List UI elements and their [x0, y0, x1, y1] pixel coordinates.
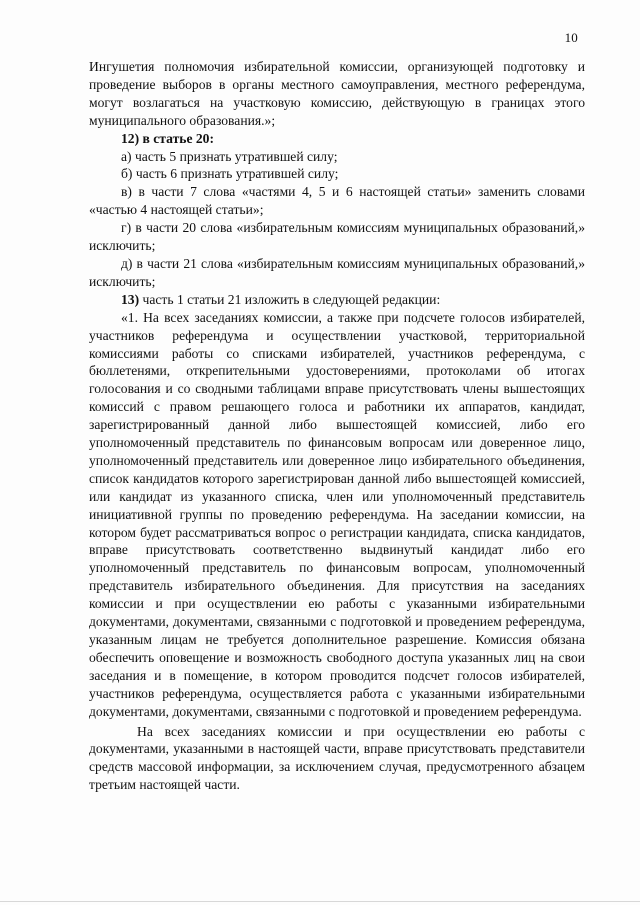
paragraph-item-13: [89, 291, 585, 309]
paragraph-item-d: д) в части 21 слова «избирательным комиссиям муниципальных образований,» исключить;: [89, 255, 585, 289]
paragraph-article-21-part-1: «1. На всех заседаниях комиссии, а также при подсчете голосов избирателей, участников референдума и осуществлении участковой, территориальной комиссиями работы со списками избирателей, участников референдума, с бюллетенями, открепительными удостоверениями, протоколами об итогах голосования и со сводными таблицами вправе присутствовать члены вышестоящих комиссий с правом решающего голоса и работники их аппаратов, кандидат, зарегистрированный данной либо вышестоящей комиссией, либо его уполномоченный представитель по финансовым вопросам или доверенное лицо, уполномоченный представитель или доверенное лицо избирательного объединения, список кандидатов которого зарегистрирован данной либо вышестоящей комиссией, или кандидат из указанного списка, член или уполномоченный представитель инициативной группы по проведению референдума. На заседании комиссии, на котором будет рассматриваться вопрос о регистрации кандидата, списка кандидатов, вправе присутствовать соответственно выдвинутый кандидат либо его уполномоченный представитель по финансовым вопросам, уполномоченный представитель избирательного объединения. Для присутствия на заседаниях комиссии и при осуществлении ею работы с указанными избирательными документами, документами, связанными с подготовкой и проведением референдума, указанным лицам не требуется дополнительное разрешение. Комиссия обязана обеспечить оповещение и возможность свободного доступа указанных лиц на свои заседания и в помещение, в котором проводится подсчет голосов избирателей, участников референдума, осуществляется работа с указанными избирательными документами, документами, связанными с подготовкой и проведением референдума.: [89, 309, 585, 719]
item-text: часть 1 статьи 21 изложить в следующей редакции:: [139, 291, 441, 307]
paragraph-item-b: б) часть 6 признать утратившей силу;: [121, 166, 339, 182]
paragraph-continuation: Ингушетия полномочия избирательной комиссии, организующей подготовку и проведение выборов в органы местного самоуправления, местного референдума, могут возлагаться на участковую комиссию, действующую в границах этого муниципального образования.»;: [89, 59, 585, 128]
paragraph-item-g: г) в части 20 слова «избирательным комиссиям муниципальных образований,» исключить;: [89, 220, 585, 254]
paragraph-media-representatives: На всех заседаниях комиссии и при осуществлении ею работы с документами, указанными в настоящей части, вправе присутствовать представители средств массовой информации, за исключением случая, предусмотренного абзацем третьим настоящей части.: [89, 723, 585, 793]
item-number: 13): [121, 291, 140, 307]
scan-bottom-edge: [0, 901, 640, 902]
page-number: 10: [564, 30, 578, 45]
document-body: [89, 58, 585, 794]
paragraph-item-v: в) в части 7 слова «частями 4, 5 и 6 настоящей статьи» заменить словами «частью 4 настоящей статьи»;: [89, 184, 585, 218]
paragraph-item-a: а) часть 5 признать утратившей силу;: [121, 148, 338, 164]
paragraph-heading-article-20: 12) в статье 20:: [121, 130, 214, 146]
